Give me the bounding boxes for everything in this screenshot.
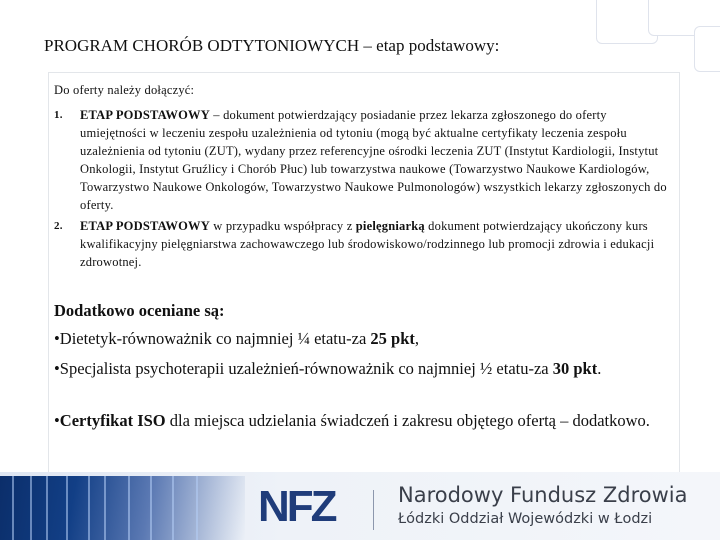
item-body: – dokument potwierdzający posiadanie przez lekarza zgłoszonego do oferty umiejętności w leczeniu zespołu uzależnienia od tytoniu (mogą być aktualne certyfikaty leczenia zespołu uzależnienia od tytoniu (ZUT), wydany przez referencyjne ośrodki leczenia ZUT (Instytut Kardiologii, Instytut Onkologii, Instytut Gruźlicy i Chorób Płuc) lub towarzystwa naukowe (Towarzystwo Naukowe Kardiologów, Towarzystwo Naukowe Onkologów, Towarzystwo Naukowe Pulmonologów) wszystkich lekarzy zgłoszonych do oferty.	[80, 108, 667, 212]
extra-line-3	[54, 410, 684, 432]
intro-text: Do oferty należy dołączyć:	[54, 83, 195, 97]
list-item-1	[54, 106, 674, 214]
extra-line-1-b: 25 pkt	[370, 329, 415, 348]
list-item-2	[54, 217, 674, 271]
extra-line-1-c: ,	[414, 329, 420, 348]
decorative-frame-3	[694, 26, 720, 72]
extra-title-text: Dodatkowo oceniane są:	[54, 301, 225, 320]
extra-line-3-b: Certyfikat ISO	[59, 411, 166, 430]
item-head: ETAP PODSTAWOWY	[80, 108, 210, 122]
logo-divider	[373, 490, 374, 530]
item-head: ETAP PODSTAWOWY	[80, 219, 210, 233]
list-text	[80, 106, 674, 214]
nfz-logo: NFZ	[258, 482, 335, 531]
list-number: 2.	[54, 220, 63, 232]
extra-line-3-c: dla miejsca udzielania świadczeń i zakresu objętego ofertą – dodatkowo.	[165, 411, 650, 430]
item-body-c: dokument potwierdzający ukończony kurs kwalifikacyjny pielęgniarstwa zachowawczego lub środowiskowo/rodzinnego lub promocji zdrowia i edukacji zdrowotnej.	[80, 219, 655, 269]
list-text	[80, 217, 674, 271]
extra-title	[54, 300, 684, 322]
extra-line-2-c: .	[597, 359, 602, 378]
extra-line-2	[54, 358, 684, 380]
extra-line-2-a: •Specjalista psychoterapii uzależnień-równoważnik co najmniej ½ etatu-za	[54, 359, 553, 378]
extra-line-1-a: •Dietetyk-równoważnik co najmniej ¼ etatu-za	[54, 329, 371, 348]
footer-decorative-strip	[0, 476, 245, 540]
org-subtitle: Łódzki Oddział Wojewódzki w Łodzi	[398, 511, 653, 527]
slide-title: PROGRAM CHORÓB ODTYTONIOWYCH – etap podstawowy:	[44, 36, 500, 55]
extra-line-2-b: 30 pkt	[552, 359, 598, 378]
org-name: Narodowy Fundusz Zdrowia	[398, 483, 688, 507]
item-bold: pielęgniarką	[355, 219, 425, 233]
extra-line-3-a: •	[54, 411, 60, 430]
list-number: 1.	[54, 109, 63, 121]
extra-line-1	[54, 328, 684, 350]
item-body-a: w przypadku współpracy z	[209, 219, 356, 233]
